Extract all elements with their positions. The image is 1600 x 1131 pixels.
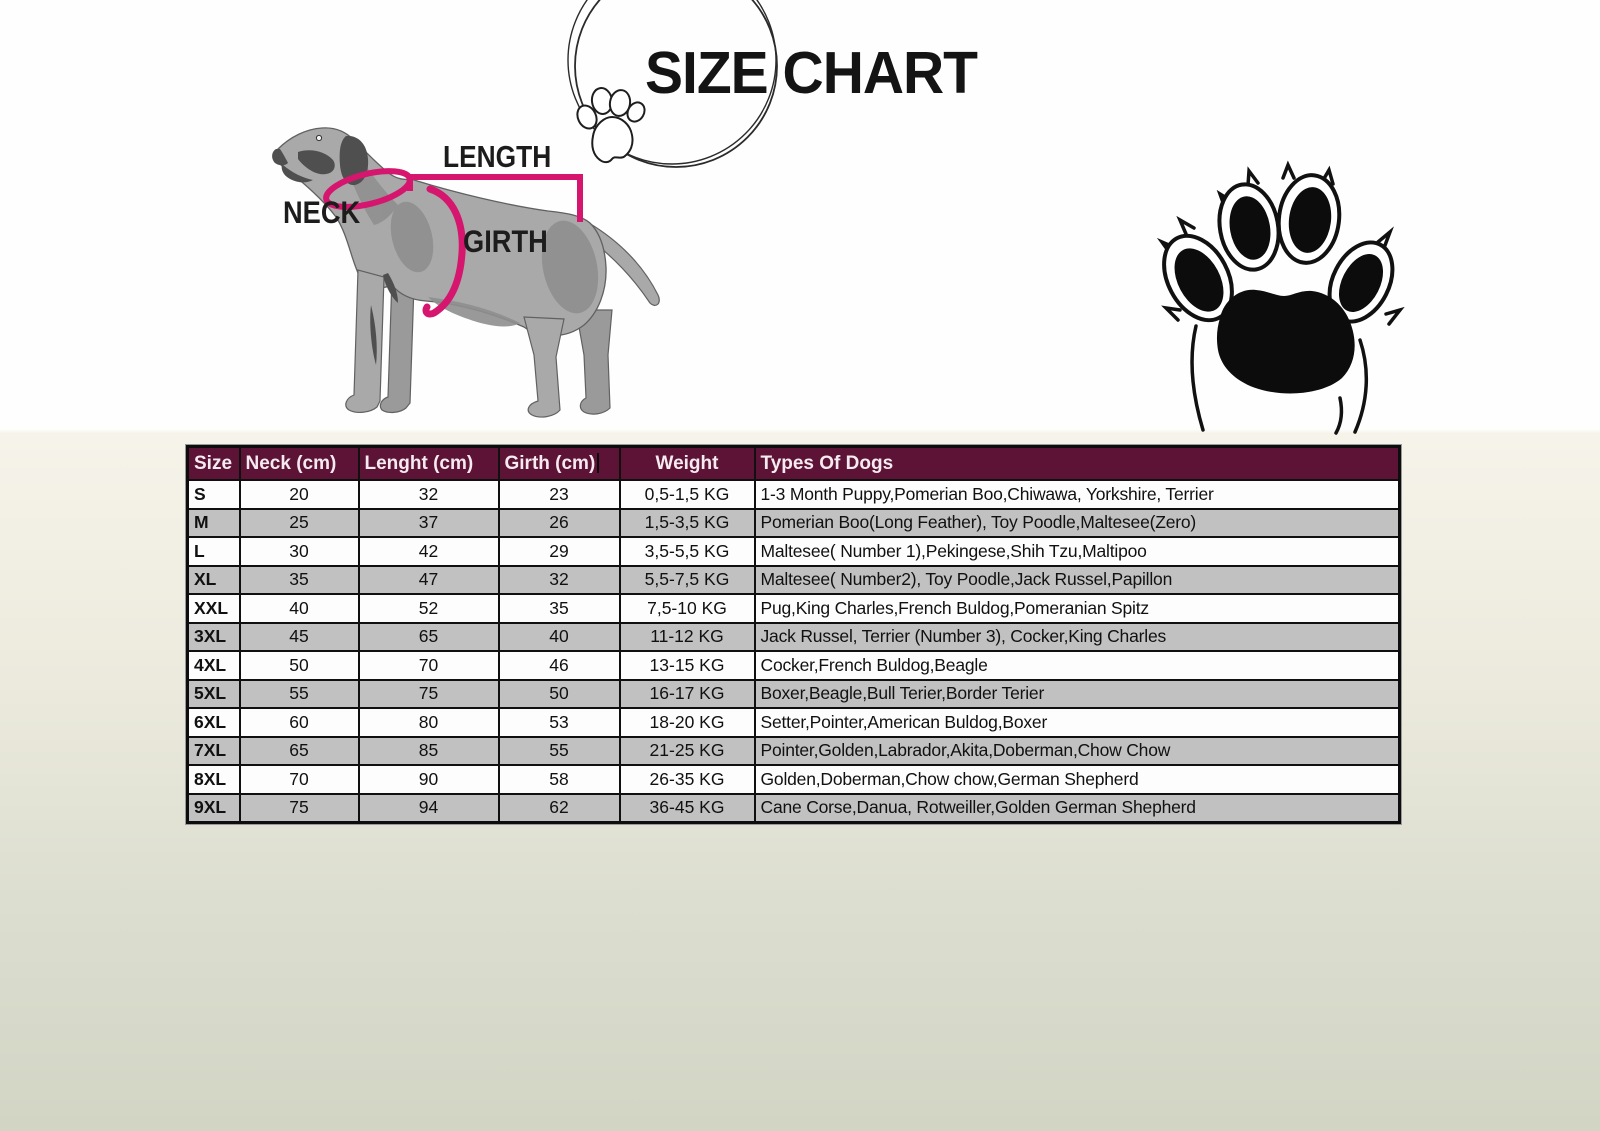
column-header-size: Size (188, 447, 240, 481)
cell-neck-xxl: 40 (240, 594, 359, 623)
length-label: LENGTH (443, 140, 552, 174)
girth-label: GIRTH (463, 225, 548, 260)
cell-girth-3xl: 40 (499, 623, 620, 652)
neck-label: NECK (283, 196, 361, 231)
cell-girth-m: 26 (499, 509, 620, 538)
cell-weight-l: 3,5-5,5 KG (620, 537, 755, 566)
cell-size-xl: XL (188, 566, 240, 595)
cell-neck-l: 30 (240, 537, 359, 566)
cell-neck-3xl: 45 (240, 623, 359, 652)
table-row-4xl (188, 651, 1400, 680)
column-header-weight: Weight (620, 447, 755, 481)
cell-size-7xl: 7XL (188, 737, 240, 766)
cell-types-5xl: Boxer,Beagle,Bull Terier,Border Terier (755, 680, 1400, 709)
cell-weight-s: 0,5-1,5 KG (620, 480, 755, 509)
cell-girth-xxl: 35 (499, 594, 620, 623)
column-header-neck-cm: Neck (cm) (240, 447, 359, 481)
cell-types-7xl: Pointer,Golden,Labrador,Akita,Doberman,Chow Chow (755, 737, 1400, 766)
cell-girth-7xl: 55 (499, 737, 620, 766)
cell-length-9xl: 94 (359, 794, 499, 823)
table-row-l (188, 537, 1400, 566)
cell-size-s: S (188, 480, 240, 509)
cell-neck-5xl: 55 (240, 680, 359, 709)
cell-length-m: 37 (359, 509, 499, 538)
cell-girth-6xl: 53 (499, 708, 620, 737)
table-row-8xl (188, 765, 1400, 794)
cell-length-5xl: 75 (359, 680, 499, 709)
column-header-types-of-dogs: Types Of Dogs (755, 447, 1400, 481)
cell-weight-m: 1,5-3,5 KG (620, 509, 755, 538)
cell-length-xxl: 52 (359, 594, 499, 623)
cell-size-9xl: 9XL (188, 794, 240, 823)
table-row-m (188, 509, 1400, 538)
cell-size-m: M (188, 509, 240, 538)
table-row-9xl (188, 794, 1400, 823)
cell-girth-8xl: 58 (499, 765, 620, 794)
cell-weight-5xl: 16-17 KG (620, 680, 755, 709)
cell-neck-xl: 35 (240, 566, 359, 595)
cell-length-7xl: 85 (359, 737, 499, 766)
table-row-xl (188, 566, 1400, 595)
cell-types-xl: Maltesee( Number2), Toy Poodle,Jack Russel,Papillon (755, 566, 1400, 595)
cell-girth-4xl: 46 (499, 651, 620, 680)
cell-weight-xxl: 7,5-10 KG (620, 594, 755, 623)
cell-girth-l: 29 (499, 537, 620, 566)
cell-types-8xl: Golden,Doberman,Chow chow,German Shepherd (755, 765, 1400, 794)
cell-length-4xl: 70 (359, 651, 499, 680)
table-row-xxl (188, 594, 1400, 623)
cell-types-6xl: Setter,Pointer,American Buldog,Boxer (755, 708, 1400, 737)
table-row-s (188, 480, 1400, 509)
cell-size-6xl: 6XL (188, 708, 240, 737)
cell-length-s: 32 (359, 480, 499, 509)
cell-weight-7xl: 21-25 KG (620, 737, 755, 766)
cell-size-5xl: 5XL (188, 680, 240, 709)
cell-length-6xl: 80 (359, 708, 499, 737)
cell-weight-3xl: 11-12 KG (620, 623, 755, 652)
cell-size-xxl: XXL (188, 594, 240, 623)
cell-types-xxl: Pug,King Charles,French Buldog,Pomeranian Spitz (755, 594, 1400, 623)
table-row-3xl (188, 623, 1400, 652)
cell-neck-6xl: 60 (240, 708, 359, 737)
cell-length-3xl: 65 (359, 623, 499, 652)
cell-types-l: Maltesee( Number 1),Pekingese,Shih Tzu,Maltipoo (755, 537, 1400, 566)
cell-weight-9xl: 36-45 KG (620, 794, 755, 823)
cell-size-3xl: 3XL (188, 623, 240, 652)
cell-types-3xl: Jack Russel, Terrier (Number 3), Cocker,King Charles (755, 623, 1400, 652)
cell-neck-7xl: 65 (240, 737, 359, 766)
page-title: SIZE CHART (645, 39, 977, 107)
cell-neck-9xl: 75 (240, 794, 359, 823)
cell-neck-m: 25 (240, 509, 359, 538)
cell-girth-9xl: 62 (499, 794, 620, 823)
column-header-lenght-cm: Lenght (cm) (359, 447, 499, 481)
cell-girth-xl: 32 (499, 566, 620, 595)
table-row-6xl (188, 708, 1400, 737)
cell-types-4xl: Cocker,French Buldog,Beagle (755, 651, 1400, 680)
table-row-7xl (188, 737, 1400, 766)
cell-length-8xl: 90 (359, 765, 499, 794)
cell-weight-4xl: 13-15 KG (620, 651, 755, 680)
cell-types-9xl: Cane Corse,Danua, Rotweiller,Golden German Shepherd (755, 794, 1400, 823)
cell-girth-s: 23 (499, 480, 620, 509)
cell-neck-4xl: 50 (240, 651, 359, 680)
cell-size-8xl: 8XL (188, 765, 240, 794)
text-cursor (597, 453, 599, 473)
cell-weight-6xl: 18-20 KG (620, 708, 755, 737)
cell-size-4xl: 4XL (188, 651, 240, 680)
size-chart-table (186, 445, 1401, 824)
table-header-row (188, 447, 1400, 481)
large-paw-print-icon (1128, 138, 1428, 443)
cell-length-l: 42 (359, 537, 499, 566)
cell-types-m: Pomerian Boo(Long Feather), Toy Poodle,Maltesee(Zero) (755, 509, 1400, 538)
cell-weight-8xl: 26-35 KG (620, 765, 755, 794)
cell-girth-5xl: 50 (499, 680, 620, 709)
column-header-girth-cm: Girth (cm) (499, 447, 620, 481)
cell-length-xl: 47 (359, 566, 499, 595)
cell-size-l: L (188, 537, 240, 566)
cell-neck-s: 20 (240, 480, 359, 509)
cell-neck-8xl: 70 (240, 765, 359, 794)
cell-types-s: 1-3 Month Puppy,Pomerian Boo,Chiwawa, Yorkshire, Terrier (755, 480, 1400, 509)
cell-weight-xl: 5,5-7,5 KG (620, 566, 755, 595)
table-row-5xl (188, 680, 1400, 709)
